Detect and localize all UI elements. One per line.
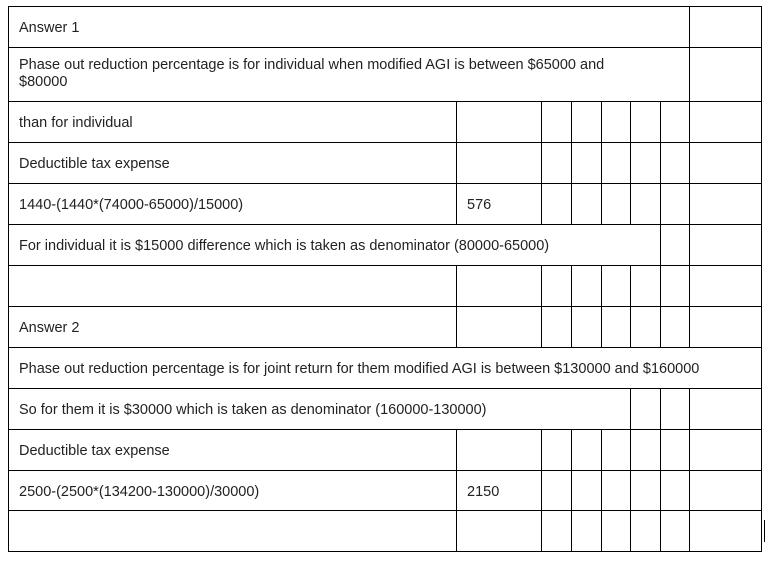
table-cell — [630, 142, 661, 184]
table-cell — [541, 510, 572, 552]
table-cell — [601, 306, 631, 348]
table-cell — [571, 510, 602, 552]
table-cell — [689, 224, 762, 266]
table-cell — [689, 388, 762, 430]
table-cell — [630, 470, 661, 511]
table-cell — [541, 470, 572, 511]
table-cell — [660, 265, 690, 307]
table-cell — [689, 265, 762, 307]
table-cell — [689, 47, 762, 102]
table-cell — [541, 101, 572, 143]
cell-text: 1440-(1440*(74000-65000)/15000) — [19, 197, 244, 213]
table-cell — [601, 470, 631, 511]
table-cell — [630, 101, 661, 143]
table-cell — [571, 101, 602, 143]
table-cell — [660, 388, 690, 430]
table-cell — [571, 265, 602, 307]
cell-text: Answer 2 — [19, 320, 80, 336]
table-cell — [8, 265, 457, 307]
table-cell — [630, 510, 661, 552]
table-cell — [601, 142, 631, 184]
table-cell — [456, 306, 542, 348]
table-cell — [689, 429, 762, 471]
table-cell — [456, 142, 542, 184]
table-cell — [660, 306, 690, 348]
table-edge-mark — [764, 520, 765, 542]
table-cell — [571, 306, 602, 348]
table-cell — [689, 101, 762, 143]
table-cell — [630, 183, 661, 225]
table-cell — [660, 101, 690, 143]
table-cell — [601, 101, 631, 143]
table-cell — [689, 470, 762, 511]
table-cell — [456, 183, 542, 225]
table-cell — [571, 142, 602, 184]
table-cell — [8, 510, 457, 552]
table-cell — [456, 101, 542, 143]
table-cell — [8, 47, 690, 102]
table-cell — [689, 510, 762, 552]
table-cell — [689, 306, 762, 348]
cell-text: For individual it is $15000 difference which is taken as denominator (80000-65000) — [19, 238, 550, 254]
table-cell — [8, 224, 661, 266]
table-cell — [660, 510, 690, 552]
table-cell — [8, 142, 457, 184]
table-cell — [8, 183, 457, 225]
table-cell — [456, 510, 542, 552]
table-cell — [8, 388, 631, 430]
cell-text: Deductible tax expense — [19, 443, 170, 459]
cell-text: 2500-(2500*(134200-130000)/30000) — [19, 484, 260, 500]
table-cell — [541, 306, 572, 348]
table-cell — [8, 347, 762, 389]
cell-text: Deductible tax expense — [19, 156, 170, 172]
table-cell — [630, 388, 661, 430]
table-cell — [601, 510, 631, 552]
table-cell — [541, 429, 572, 471]
table-cell — [660, 142, 690, 184]
table-cell — [689, 6, 762, 48]
table-cell — [660, 470, 690, 511]
cell-text: than for individual — [19, 115, 133, 131]
table-cell — [541, 142, 572, 184]
cell-text: So for them it is $30000 which is taken as denominator (160000-130000) — [19, 402, 487, 418]
table-cell — [571, 429, 602, 471]
table-cell — [689, 183, 762, 225]
table-cell — [630, 429, 661, 471]
table-cell — [8, 6, 690, 48]
cell-text: 576 — [467, 197, 492, 213]
table-cell — [8, 101, 457, 143]
table-cell — [660, 429, 690, 471]
table-cell — [660, 183, 690, 225]
table-cell — [571, 470, 602, 511]
table-cell — [660, 224, 690, 266]
table-cell — [601, 429, 631, 471]
table-cell — [601, 265, 631, 307]
cell-text: Answer 1 — [19, 20, 80, 36]
table-cell — [541, 183, 572, 225]
table-cell — [8, 429, 457, 471]
cell-text: Phase out reduction percentage is for individual when modified AGI is between $65000 and $80000 — [19, 57, 605, 90]
cell-text: 2150 — [467, 484, 500, 500]
table-cell — [601, 183, 631, 225]
table-cell — [571, 183, 602, 225]
table-cell — [541, 265, 572, 307]
cell-text: Phase out reduction percentage is for joint return for them modified AGI is between $130000 and $160000 — [19, 361, 700, 377]
table-cell — [456, 429, 542, 471]
table-cell — [456, 265, 542, 307]
table-cell — [689, 142, 762, 184]
table-cell — [456, 470, 542, 511]
table-cell — [630, 265, 661, 307]
table-cell — [630, 306, 661, 348]
table-cell — [8, 470, 457, 511]
table-cell — [8, 306, 457, 348]
